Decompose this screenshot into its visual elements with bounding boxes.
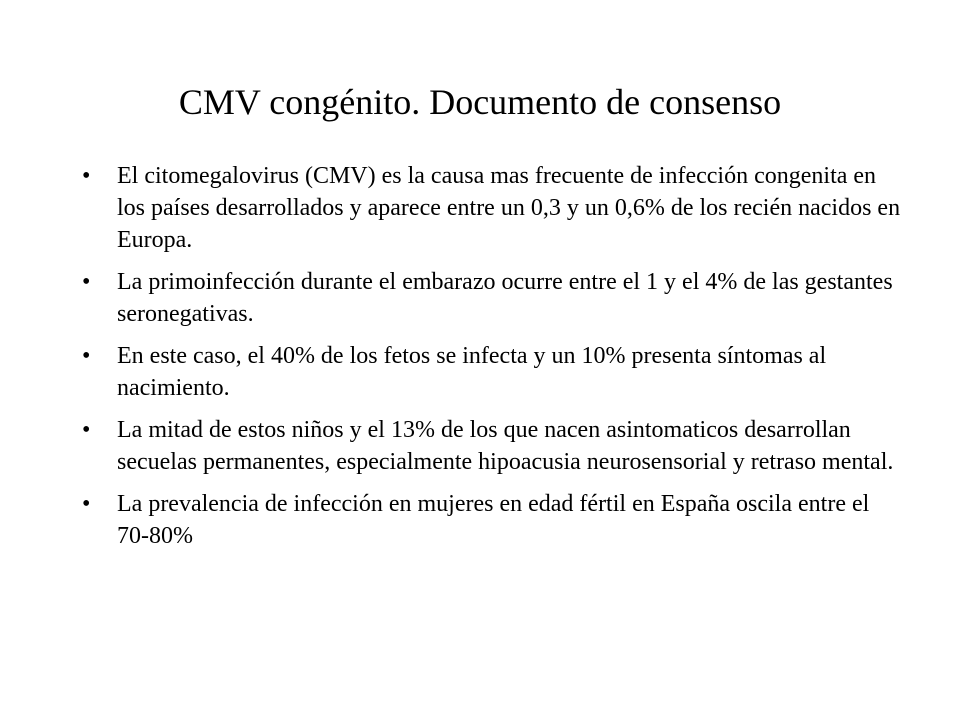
bullet-dot-icon: • <box>82 491 91 517</box>
bullet-list <box>82 160 902 562</box>
bullet-text: El citomegalovirus (CMV) es la causa mas frecuente de infección congenita en los países desarrollados y aparece entre un 0,3 y un 0,6% de los recién nacidos en Europa. <box>117 163 901 253</box>
bullet-item <box>82 160 902 256</box>
bullet-dot-icon: • <box>82 417 91 443</box>
bullet-dot-icon: • <box>82 343 91 369</box>
bullet-text: En este caso, el 40% de los fetos se infecta y un 10% presenta síntomas al nacimiento. <box>117 343 827 401</box>
bullet-dot-icon: • <box>82 163 91 189</box>
bullet-dot-icon: • <box>82 269 91 295</box>
bullet-text: La primoinfección durante el embarazo ocurre entre el 1 y el 4% de las gestantes seronegativas. <box>117 269 893 327</box>
bullet-text: La prevalencia de infección en mujeres en edad fértil en España oscila entre el 70-80% <box>117 491 870 549</box>
bullet-item <box>82 340 902 404</box>
bullet-item <box>82 488 902 552</box>
bullet-item <box>82 414 902 478</box>
bullet-item <box>82 266 902 330</box>
slide-title: CMV congénito. Documento de consenso <box>178 82 782 122</box>
bullet-text: La mitad de estos niños y el 13% de los que nacen asintomaticos desarrollan secuelas permanentes, especialmente hipoacusia neurosensorial y retraso mental. <box>117 417 894 475</box>
